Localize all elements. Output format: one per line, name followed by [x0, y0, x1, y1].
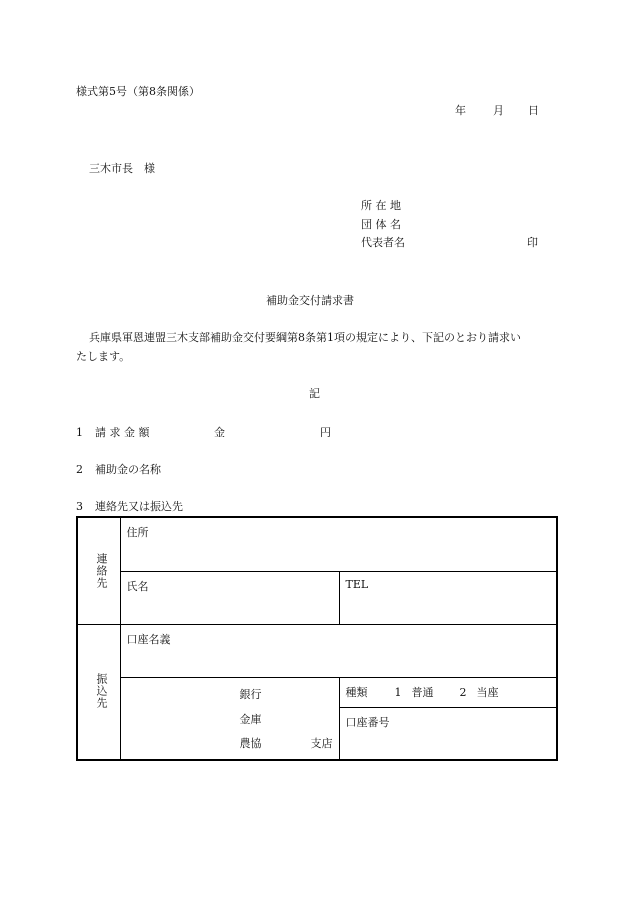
item-2-label: 補助金の名称 [95, 463, 161, 476]
tel-field[interactable] [339, 571, 557, 624]
vault-label: 金庫 [239, 712, 262, 726]
account-type-futsu[interactable]: 普通 [411, 685, 434, 699]
date-year-label: 年 [455, 104, 466, 117]
item-1-number: 1 [76, 426, 83, 439]
bank-field[interactable] [120, 677, 339, 760]
form-number: 様式第5号（第8条関係） [76, 85, 200, 98]
item-2-number: 2 [76, 463, 83, 476]
seal-mark: 印 [527, 236, 538, 249]
date-month-label: 月 [493, 104, 504, 117]
account-number-label: 口座番号 [345, 715, 390, 729]
account-holder-field[interactable] [120, 624, 557, 677]
contact-header-cell [77, 517, 120, 624]
document-title: 補助金交付請求書 [266, 294, 354, 307]
account-number-field[interactable] [339, 707, 557, 760]
item-1-yen: 円 [320, 426, 331, 439]
item-3-label: 連絡先又は振込先 [95, 500, 183, 513]
contact-transfer-table [76, 516, 558, 761]
item-1-kin: 金 [214, 426, 225, 439]
name-field[interactable] [120, 571, 339, 624]
agri-label: 農協 [239, 736, 262, 750]
address-label: 住所 [126, 526, 149, 539]
location-label: 所 在 地 [361, 199, 401, 212]
org-name-label: 団 体 名 [361, 218, 401, 231]
contact-header: 連絡先 [95, 553, 108, 589]
addressee: 三木市長 様 [89, 162, 155, 175]
account-holder-label: 口座名義 [126, 632, 171, 646]
bank-label: 銀行 [239, 687, 262, 701]
body-text-line-2: たします。 [76, 350, 131, 363]
account-type-1-number: 1 [394, 685, 402, 699]
account-type-2-number: 2 [459, 685, 467, 699]
account-type-toza[interactable]: 当座 [476, 685, 499, 699]
item-1-label: 請 求 金 額 [95, 426, 150, 439]
address-field[interactable] [120, 517, 557, 571]
account-type-field[interactable] [339, 677, 557, 707]
date-day-label: 日 [528, 104, 539, 117]
representative-label: 代表者名 [361, 236, 405, 249]
branch-label: 支店 [310, 736, 333, 750]
item-3-number: 3 [76, 500, 83, 513]
account-type-label: 種類 [345, 685, 368, 699]
ki-heading: 記 [309, 387, 320, 400]
transfer-header-cell [77, 624, 120, 760]
body-text-line-1: 兵庫県軍恩連盟三木支部補助金交付要綱第8条第1項の規定により、下記のとおり請求い [89, 331, 521, 344]
transfer-header: 振込先 [95, 672, 108, 709]
tel-label: TEL [345, 577, 369, 591]
name-label: 氏名 [126, 579, 149, 593]
